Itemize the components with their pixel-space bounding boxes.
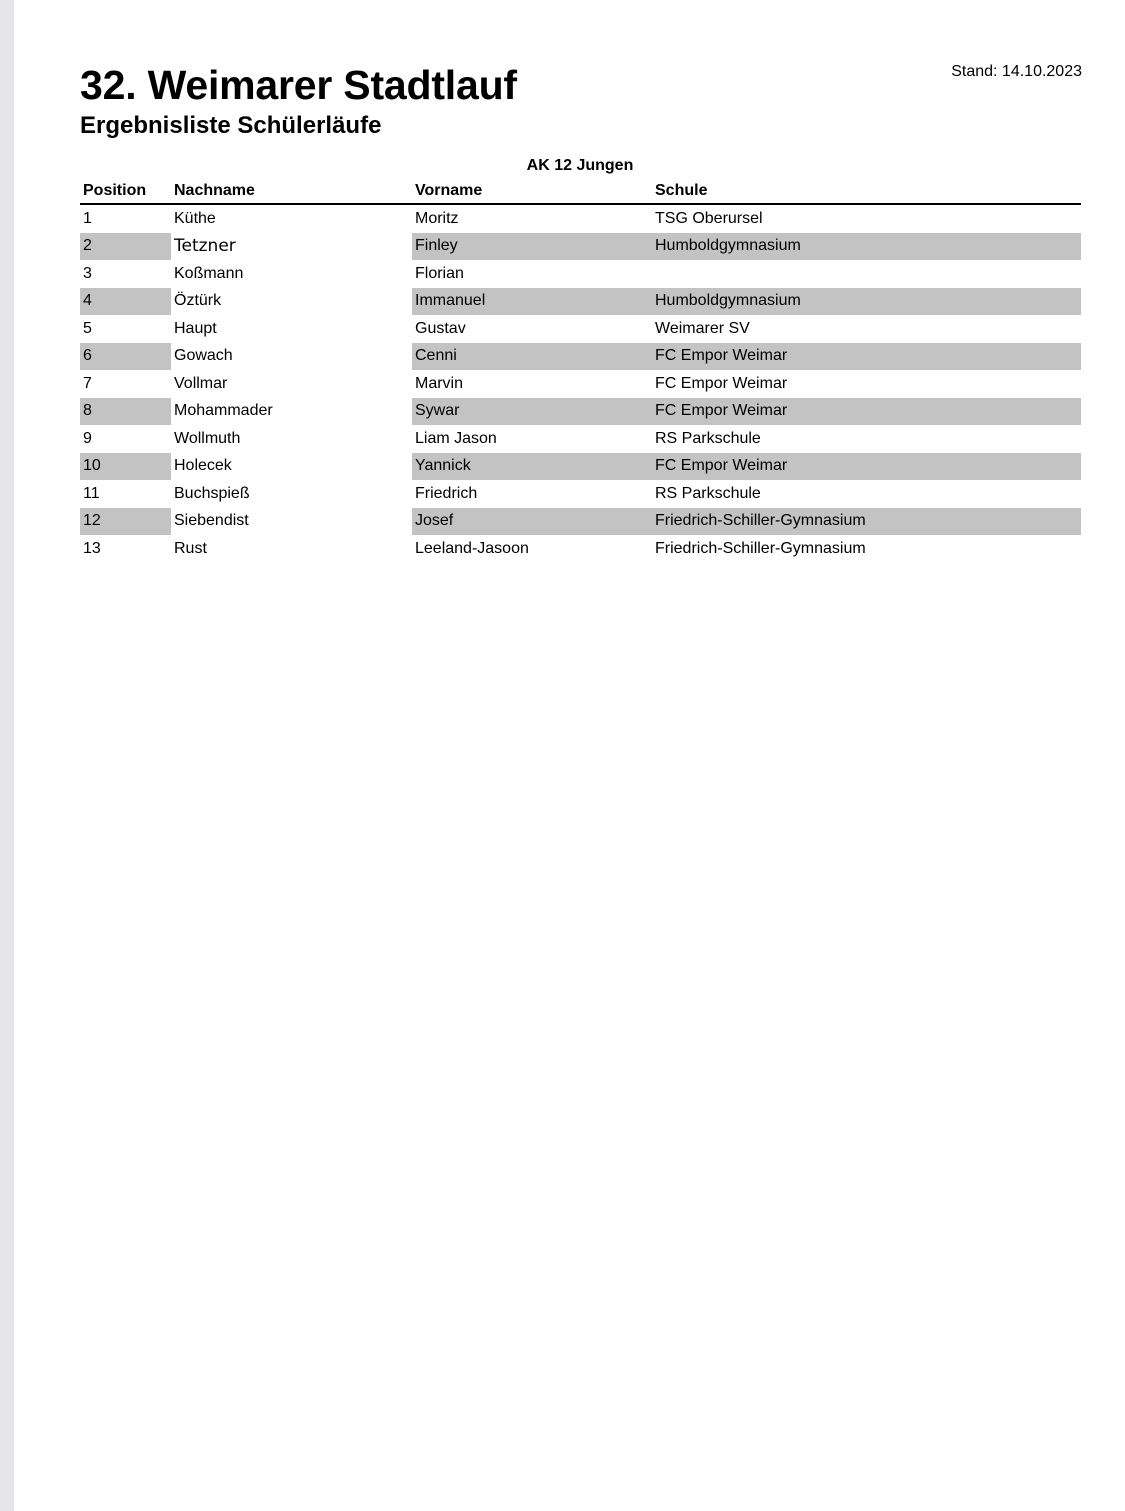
- table-row: [80, 343, 1081, 371]
- table-row: [80, 480, 1081, 508]
- table-row: [80, 398, 1081, 426]
- cell-vorname: Josef: [412, 508, 652, 536]
- cell-nachname: Gowach: [174, 347, 233, 365]
- column-header-nachname: Nachname: [171, 178, 412, 204]
- table-row: [80, 535, 1081, 563]
- cell-schule: FC Empor Weimar: [655, 374, 788, 392]
- cell-nachname: Vollmar: [174, 374, 228, 392]
- column-header-schule: Schule: [652, 178, 1081, 204]
- stand-date: Stand: 14.10.2023: [951, 63, 1082, 80]
- cell-schule: FC Empor Weimar: [652, 398, 1081, 426]
- cell-nachname: Koßmann: [174, 264, 244, 282]
- cell-vorname: Florian: [415, 264, 464, 282]
- table-header-row: [80, 178, 1081, 204]
- cell-nachname: Haupt: [174, 319, 217, 337]
- cell-vorname: Sywar: [412, 398, 652, 426]
- cell-vorname: Liam Jason: [415, 429, 497, 447]
- cell-position: 9: [83, 429, 92, 447]
- page-title: 32. Weimarer Stadtlauf: [80, 62, 517, 108]
- results-table: [80, 178, 1081, 563]
- cell-position: 3: [83, 264, 92, 282]
- cell-position: 11: [83, 484, 100, 502]
- cell-nachname: Öztürk: [174, 292, 222, 310]
- cell-nachname: Buchspieß: [174, 484, 250, 502]
- cell-position: 2: [80, 233, 171, 261]
- cell-schule: TSG Oberursel: [655, 209, 763, 227]
- table-row: [80, 508, 1081, 536]
- column-header-position: Position: [80, 178, 171, 204]
- cell-nachname: Rust: [174, 539, 207, 557]
- cell-position: 1: [83, 209, 92, 227]
- cell-vorname: Gustav: [415, 319, 466, 337]
- cell-position: 7: [83, 374, 92, 392]
- cell-schule: RS Parkschule: [655, 429, 761, 447]
- cell-nachname: Wollmuth: [174, 429, 241, 447]
- cell-nachname: Mohammader: [174, 402, 273, 420]
- cell-vorname: Yannick: [412, 453, 652, 481]
- cell-vorname: Marvin: [415, 374, 464, 392]
- cell-vorname: Cenni: [412, 343, 652, 371]
- cell-schule: FC Empor Weimar: [652, 453, 1081, 481]
- table-row: [80, 370, 1081, 398]
- cell-vorname: Immanuel: [412, 288, 652, 316]
- cell-position: 13: [83, 539, 101, 557]
- table-row: [80, 315, 1081, 343]
- cell-nachname: Siebendist: [174, 512, 249, 530]
- cell-schule: Humboldgymnasium: [652, 288, 1081, 316]
- cell-vorname: Moritz: [415, 209, 459, 227]
- column-header-vorname: Vorname: [412, 178, 652, 204]
- cell-position: 8: [80, 398, 171, 426]
- results-body: [80, 204, 1081, 563]
- cell-schule: Friedrich-Schiller-Gymnasium: [655, 539, 866, 557]
- age-group-title: AK 12 Jungen: [526, 157, 634, 174]
- table-row: [80, 233, 1081, 261]
- cell-schule: Humboldgymnasium: [652, 233, 1081, 261]
- page-subtitle: Ergebnisliste Schülerläufe: [80, 112, 382, 139]
- cell-schule: FC Empor Weimar: [652, 343, 1081, 371]
- cell-nachname: Holecek: [174, 457, 232, 475]
- cell-nachname: Küthe: [174, 209, 216, 227]
- cell-vorname: Finley: [412, 233, 652, 261]
- cell-schule: RS Parkschule: [655, 484, 761, 502]
- cell-position: 6: [80, 343, 171, 371]
- cell-schule: [652, 260, 1081, 288]
- table-row: [80, 260, 1081, 288]
- cell-position: 10: [80, 453, 171, 481]
- cell-position: 4: [80, 288, 171, 316]
- cell-schule: Weimarer SV: [655, 319, 750, 337]
- table-row: [80, 425, 1081, 453]
- cell-position: 12: [80, 508, 171, 536]
- cell-schule: Friedrich-Schiller-Gymnasium: [652, 508, 1081, 536]
- cell-vorname: Leeland-Jasoon: [415, 539, 529, 557]
- document-page: [14, 0, 1125, 1511]
- cell-nachname: Tetzner: [174, 236, 236, 257]
- table-row: [80, 288, 1081, 316]
- table-row: [80, 204, 1081, 233]
- cell-position: 5: [83, 319, 92, 337]
- table-row: [80, 453, 1081, 481]
- cell-vorname: Friedrich: [415, 484, 478, 502]
